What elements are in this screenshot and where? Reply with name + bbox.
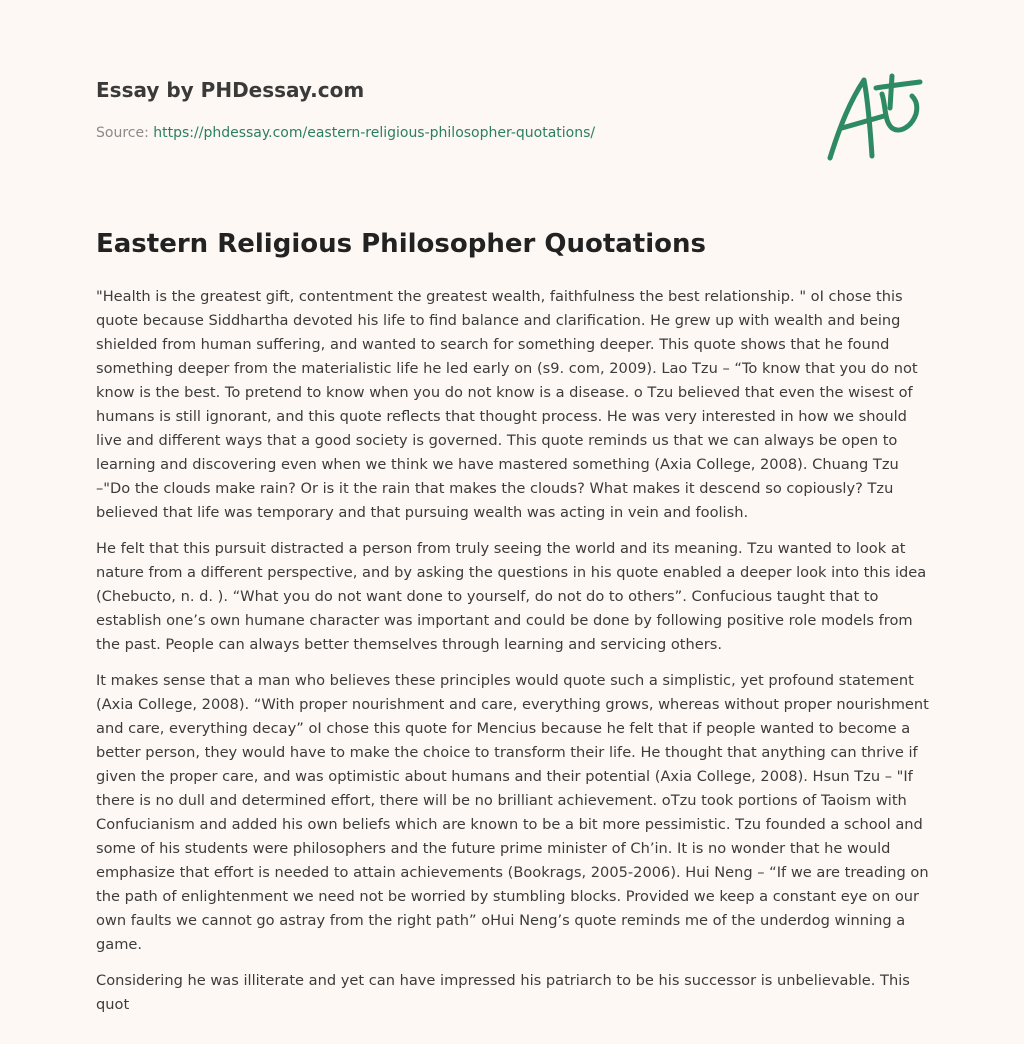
source-link[interactable]: https://phdessay.com/eastern-religious-philosopher-quotations/ bbox=[153, 125, 596, 141]
essay-body bbox=[96, 285, 936, 1029]
source-line bbox=[96, 124, 796, 142]
essay-paragraph: "Health is the greatest gift, contentment the greatest wealth, faithfulness the best relationship. " oI chose this quote because Siddhartha devoted his life to find balance and clarification. He grew up with wealth and being shielded from human suffering, and wanted to search for something deeper. This quote shows that he found something deeper from the materialistic life he led early on (s9. com, 2009). Lao Tzu – “To know that you do not know is the best. To pretend to know when you do not know is a disease. o Tzu believed that even the wisest of humans is still ignorant, and this quote reflects that thought process. He was very interested in how we should live and different ways that a good society is governed. This quote reminds us that we can always be open to learning and discovering even when we think we have mastered something (Axia College, 2008). Chuang Tzu –"Do the clouds make rain? Or is it the rain that makes the clouds? What makes it descend so copiously? Tzu believed that life was temporary and that pursuing wealth was acting in vein and foolish. bbox=[96, 288, 918, 521]
site-title: Essay by PHDessay.com bbox=[96, 78, 365, 102]
essay-paragraph: Considering he was illiterate and yet can have impressed his patriarch to be his successor is unbelievable. This quot bbox=[96, 972, 910, 1013]
source-label: Source: bbox=[96, 125, 149, 141]
a-plus-logo bbox=[820, 66, 930, 166]
essay-title: Eastern Religious Philosopher Quotations bbox=[96, 229, 706, 259]
essay-header bbox=[96, 76, 796, 142]
essay-paragraph: It makes sense that a man who believes these principles would quote such a simplistic, yet profound statement (Axia College, 2008). “With proper nourishment and care, everything grows, whereas without proper nourishment and care, everything decay” oI chose this quote for Mencius because he felt that if people wanted to become a better person, they would have to make the choice to transform their life. He thought that anything can thrive if given the proper care, and was optimistic about humans and their potential (Axia College, 2008). Hsun Tzu – "If there is no dull and determined effort, there will be no brilliant achievement. oTzu took portions of Taoism with Confucianism and added his own beliefs which are known to be a bit more pessimistic. Tzu founded a school and some of his students were philosophers and the future prime minister of Ch’in. It is no wonder that he would emphasize that effort is needed to attain achievements (Bookrags, 2005-2006). Hui Neng – “If we are treading on the path of enlightenment we need not be worried by stumbling blocks. Provided we keep a constant eye on our own faults we cannot go astray from the right path” oHui Neng’s quote reminds me of the underdog winning a game. bbox=[96, 672, 929, 953]
essay-paragraph: He felt that this pursuit distracted a person from truly seeing the world and its meaning. Tzu wanted to look at nature from a different perspective, and by asking the questions in his quote enabled a deeper look into this idea (Chebucto, n. d. ). “What you do not want done to yourself, do not do to others”. Confucious taught that to establish one’s own humane character was important and could be done by following positive role models from the past. People can always better themselves through learning and servicing others. bbox=[96, 540, 927, 653]
